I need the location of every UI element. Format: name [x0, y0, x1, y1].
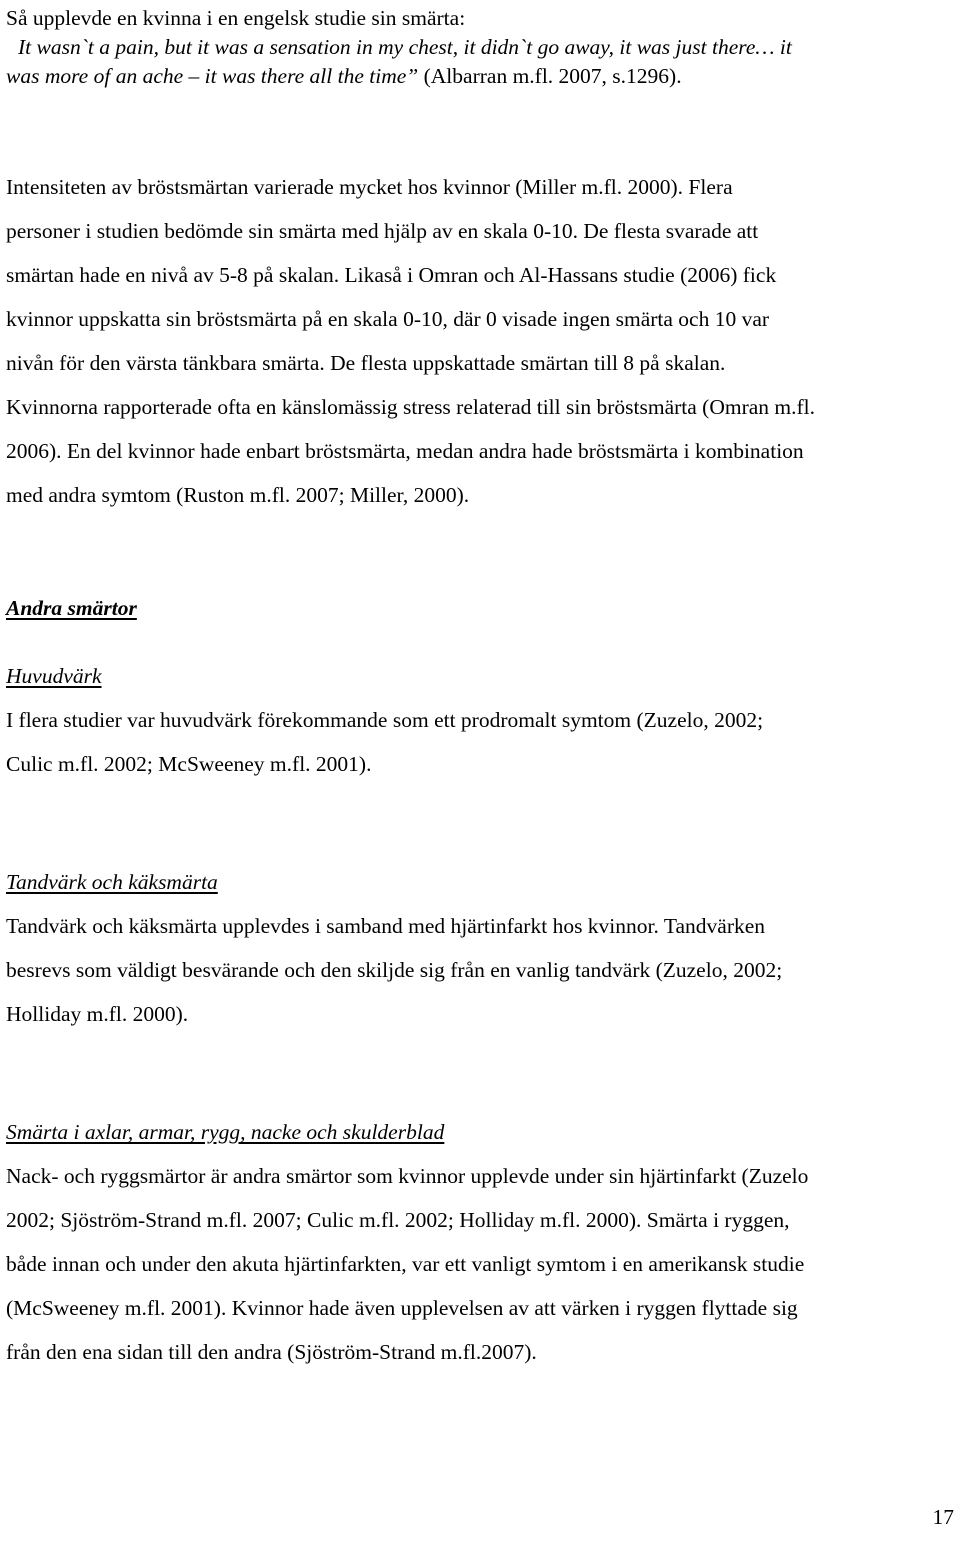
intro-block: [6, 4, 954, 91]
quote-line-1: It wasn`t a pain, but it was a sensation in my chest, it didn`t go away, it was just there… it: [18, 35, 792, 59]
paragraph-line: 2002; Sjöström-Strand m.fl. 2007; Culic m.fl. 2002; Holliday m.fl. 2000). Smärta i ryggen,: [6, 1208, 790, 1232]
paragraph-line: personer i studien bedömde sin smärta med hjälp av en skala 0-10. De flesta svarade att: [6, 219, 759, 243]
paragraph-line: smärtan hade en nivå av 5-8 på skalan. Likaså i Omran och Al-Hassans studie (2006) fick: [6, 263, 777, 287]
headache-section: [6, 654, 954, 786]
intro-lead: Så upplevde en kvinna i en engelsk studie sin smärta:: [6, 6, 466, 30]
headache-heading: Huvudvärk: [6, 664, 102, 688]
toothache-heading: Tandvärk och käksmärta: [6, 870, 218, 894]
paragraph-line: I flera studier var huvudvärk förekommande som ett prodromalt symtom (Zuzelo, 2002;: [6, 708, 764, 732]
shoulder-pain-heading: Smärta i axlar, armar, rygg, nacke och skulderblad: [6, 1120, 445, 1144]
paragraph-line: Intensiteten av bröstsmärtan varierade mycket hos kvinnor (Miller m.fl. 2000). Flera: [6, 175, 733, 199]
toothache-section: [6, 860, 954, 1036]
section-heading-block: [6, 586, 954, 630]
paragraph-line: 2006). En del kvinnor hade enbart bröstsmärta, medan andra hade bröstsmärta i kombination: [6, 439, 804, 463]
paragraph-line: Nack- och ryggsmärtor är andra smärtor som kvinnor upplevde under sin hjärtinfarkt (Zuzelo: [6, 1164, 809, 1188]
paragraph-intensity: [6, 165, 954, 517]
paragraph-line: från den ena sidan till den andra (Sjöström-Strand m.fl.2007).: [6, 1340, 537, 1364]
section-heading: Andra smärtor: [6, 596, 137, 620]
page-number: 17: [932, 1505, 954, 1529]
shoulder-pain-section: [6, 1110, 954, 1374]
paragraph-line: med andra symtom (Ruston m.fl. 2007; Miller, 2000).: [6, 483, 470, 507]
quote-line-2: [6, 62, 954, 91]
paragraph-line: Culic m.fl. 2002; McSweeney m.fl. 2001).: [6, 752, 372, 776]
paragraph-line: nivån för den värsta tänkbara smärta. De flesta uppskattade smärtan till 8 på skalan.: [6, 351, 726, 375]
paragraph-line: både innan och under den akuta hjärtinfarkten, var ett vanligt symtom i en amerikansk studie: [6, 1252, 805, 1276]
paragraph-line: Holliday m.fl. 2000).: [6, 1002, 189, 1026]
paragraph-line: Kvinnorna rapporterade ofta en känslomässig stress relaterad till sin bröstsmärta (Omran m.fl.: [6, 395, 816, 419]
quote-reference: (Albarran m.fl. 2007, s.1296).: [418, 64, 682, 88]
paragraph-line: (McSweeney m.fl. 2001). Kvinnor hade även upplevelsen av att värken i ryggen flyttade sig: [6, 1296, 798, 1320]
paragraph-line: Tandvärk och käksmärta upplevdes i samband med hjärtinfarkt hos kvinnor. Tandvärken: [6, 914, 766, 938]
quote-line-2-text: was more of an ache – it was there all the time”: [6, 64, 419, 88]
paragraph-line: kvinnor uppskatta sin bröstsmärta på en skala 0-10, där 0 visade ingen smärta och 10 var: [6, 307, 770, 331]
paragraph-line: besrevs som väldigt besvärande och den skiljde sig från en vanlig tandvärk (Zuzelo, 2002;: [6, 958, 783, 982]
